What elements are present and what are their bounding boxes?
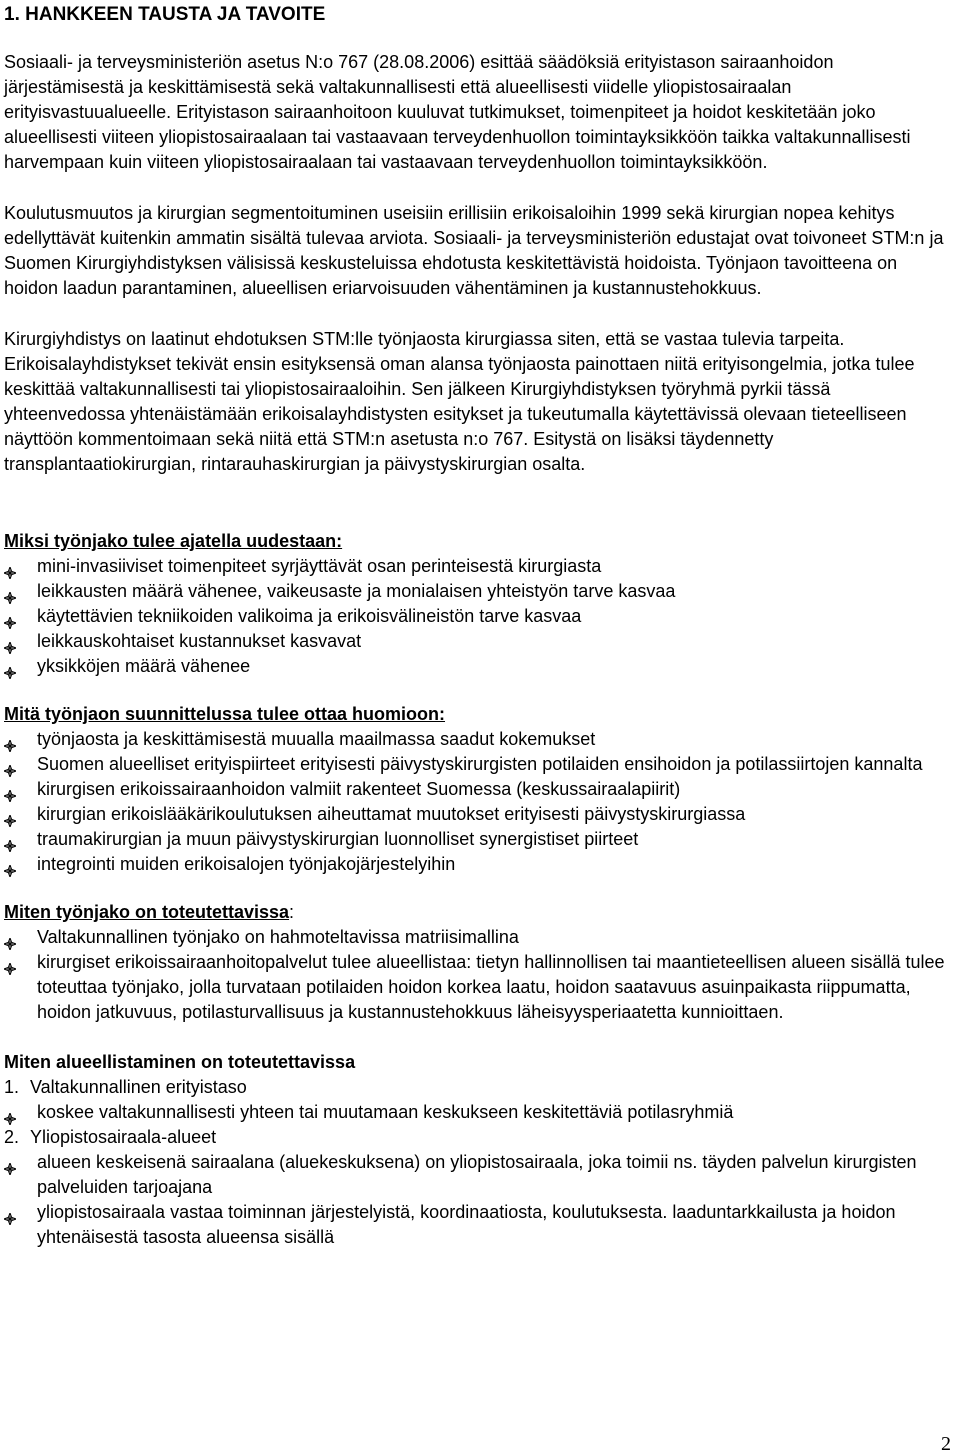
paragraph-2: Koulutusmuutos ja kirurgian segmentoituminen useisiin erillisiin erikoisaloihin 1999 sekä kirurgian nopea kehitys edellyttävät kuitenkin ammatin sisältä tulevaa arviota. Sosiaali- ja terveysministeriön edustajat ovat toivoneet STM:n ja Suomen Kirurgiyhdistyksen välisissä keskusteluissa ehdotusta keskitettävistä hoidoista. Työnjaon tavoitteena on hoidon laadun parantaminen, alueellisen eriarvoisuuden vähentäminen ja kustannustehokkuus. (4, 203, 944, 298)
section-why-list (4, 554, 946, 679)
list-item: kirurgiset erikoissairaanhoitopalvelut tulee alueellistaa: tietyn hallinnollisen tai maantieteellisen alueen sisällä tulee toteuttaa työnjako, jolla turvataan potilaiden hoidon korkea laatu, hoidon saatavuus asuinpaikasta riippumatta, hoidon jatkuvuus, potilasturvallisuus ja kustannustehokkuus läheisyysperiaatetta kunnioittaen. (4, 950, 946, 1025)
diamond-bullet-icon (4, 1207, 16, 1219)
diamond-bullet-icon (4, 809, 16, 821)
list-item: yliopistosairaala vastaa toiminnan järjestelyistä, koordinaatiosta, koulutuksesta. laaduntarkkailusta ja hoidon yhtenäisestä tasosta alueensa sisällä (4, 1200, 946, 1250)
list-item: kirurgisen erikoissairaanhoidon valmiit rakenteet Suomessa (keskussairaalapiirit) (4, 777, 946, 802)
group-2-list (4, 1150, 946, 1250)
diamond-bullet-icon (4, 932, 16, 944)
page-heading: 1. HANKKEEN TAUSTA JA TAVOITE (4, 4, 326, 25)
section-how-title: Miten työnjako on toteutettavissa: (4, 902, 295, 922)
diamond-bullet-icon (4, 611, 16, 623)
section-consider-title: Mitä työnjaon suunnittelussa tulee ottaa huomioon: (4, 704, 446, 724)
list-item: yksikköjen määrä vähenee (4, 654, 946, 679)
list-item: leikkausten määrä vähenee, vaikeusaste ja monialaisen yhteistyön tarve kasvaa (4, 579, 946, 604)
diamond-bullet-icon (4, 859, 16, 871)
group-1-list (4, 1100, 946, 1125)
diamond-bullet-icon (4, 661, 16, 673)
diamond-bullet-icon (4, 734, 16, 746)
section-consider-list (4, 727, 946, 877)
diamond-bullet-icon (4, 957, 16, 969)
numbered-item-1: 1. Valtakunnallinen erityistaso (4, 1077, 247, 1097)
list-item: leikkauskohtaiset kustannukset kasvavat (4, 629, 946, 654)
numbered-item-2: 2. Yliopistosairaala-alueet (4, 1127, 217, 1147)
diamond-bullet-icon (4, 759, 16, 771)
paragraph-3: Kirurgiyhdistys on laatinut ehdotuksen STM:lle työnjaosta kirurgiassa siten, että se vastaa tulevia tarpeita. Erikoisalayhdistykset tekivät ensin esityksensä oman alansa työnjaosta painottaen niitä erityisongelmia, jotka tulee keskittää valtakunnallisesti tai yliopistosairaaloihin. Sen jälkeen Kirurgiyhdistyksen työryhmä pyrkii tässä yhteenvedossa yhtenäistämään erikoisalayhdistysten esitykset ja tukeutumalla käytettävissä olevaan tieteelliseen näyttöön kommentoimaan sekä niitä että STM:n asetusta n:o 767. Esitystä on lisäksi täydennetty transplantaatiokirurgian, rintarauhaskirurgian ja päivystyskirurgian osalta. (4, 329, 915, 474)
diamond-bullet-icon (4, 1157, 16, 1169)
list-item: Valtakunnallinen työnjako on hahmoteltavissa matriisimallina (4, 925, 946, 950)
list-item: työnjaosta ja keskittämisestä muualla maailmassa saadut kokemukset (4, 727, 946, 752)
list-item: koskee valtakunnallisesti yhteen tai muutamaan keskukseen keskitettäviä potilasryhmiä (4, 1100, 946, 1125)
list-item: käytettävien tekniikoiden valikoima ja erikoisvälineistön tarve kasvaa (4, 604, 946, 629)
diamond-bullet-icon (4, 561, 16, 573)
section-how-list (4, 925, 946, 1025)
diamond-bullet-icon (4, 784, 16, 796)
section-why-title: Miksi työnjako tulee ajatella uudestaan: (4, 531, 343, 551)
list-item: mini-invasiiviset toimenpiteet syrjäyttävät osan perinteisestä kirurgiasta (4, 554, 946, 579)
diamond-bullet-icon (4, 636, 16, 648)
document-page (4, 0, 946, 1250)
diamond-bullet-icon (4, 586, 16, 598)
list-item: alueen keskeisenä sairaalana (aluekeskuksena) on yliopistosairaala, joka toimii ns. täyden palvelun kirurgisten palveluiden tarjoajana (4, 1150, 946, 1200)
list-item: traumakirurgian ja muun päivystyskirurgian luonnolliset synergistiset piirteet (4, 827, 946, 852)
list-item: kirurgian erikoislääkärikoulutuksen aiheuttamat muutokset erityisesti päivystyskirurgiassa (4, 802, 946, 827)
list-item: Suomen alueelliset erityispiirteet erityisesti päivystyskirurgisten potilaiden ensihoidon ja potilassiirtojen kannalta (4, 752, 946, 777)
list-item: integrointi muiden erikoisalojen työnjakojärjestelyihin (4, 852, 946, 877)
section-regional-title: Miten alueellistaminen on toteutettavissa (4, 1052, 356, 1072)
diamond-bullet-icon (4, 1107, 16, 1119)
paragraph-1: Sosiaali- ja terveysministeriön asetus N:o 767 (28.08.2006) esittää säädöksiä erityistason sairaanhoidon järjestämisestä ja keskittämisestä sekä valtakunnallisesti että alueellisesti viidelle yliopistosairaalan erityisvastuualueelle. Erityistason sairaanhoitoon kuuluvat tutkimukset, toimenpiteet ja hoidot keskitetään joko alueellisesti viiteen yliopistosairaalaan tai vastaavaan terveydenhuollon toimintayksikköön taikka valtakunnallisesti harvempaan kuin viiteen yliopistosairaalaan tai vastaavaan terveydenhuollon toimintayksikköön. (4, 52, 911, 172)
page-number: 2 (941, 1433, 951, 1455)
diamond-bullet-icon (4, 834, 16, 846)
